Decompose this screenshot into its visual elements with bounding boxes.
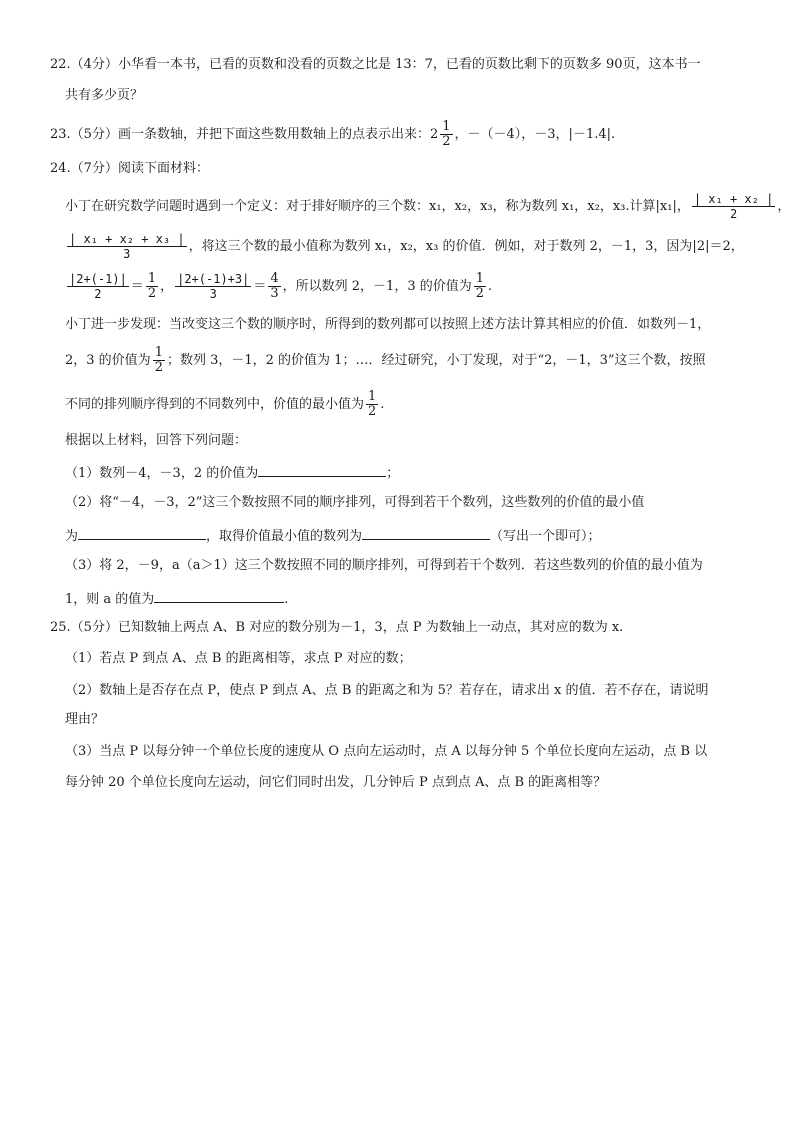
q23-prefix: 23.（5分）画一条数轴，并把下面这些数用数轴上的点表示出来： bbox=[50, 127, 430, 142]
q24-s3-line2: 1，则 a 的值为 . bbox=[65, 588, 288, 609]
q23-suffix: ，－（－4），－3，|－1.4|. bbox=[454, 127, 616, 142]
q24-p4: 小丁进一步发现：当改变这三个数的顺序时，所得到的数列都可以按照上述方法计算其相应的价值．如数列－1， bbox=[65, 317, 711, 332]
q24-p3-frac1: $\frac{|2+(-1)|}{2}$ bbox=[69, 272, 127, 301]
q24-p5-fraction: $\frac{1}{2}$ bbox=[154, 345, 163, 375]
q24-p6-fraction: $\frac{1}{2}$ bbox=[368, 389, 377, 419]
q24-p7: 根据以上材料，回答下列问题： bbox=[65, 433, 248, 448]
q24-p5: 2，3 的价值为 $\frac{1}{2}$ ；数列 3，－1，2 的价值为 1；…．经过研究，小丁发现，对于“2，－1，3”这三个数，按照 bbox=[65, 345, 706, 375]
q24-s2-line1: （2）将“－4，－3，2”这三个数按照不同的顺序排列，可得到若干个数列，这些数列的价值的最小值 bbox=[65, 495, 645, 510]
q25-line1: 25.（5分）已知数轴上两点 A、B 对应的数分别为－1，3，点 P 为数轴上一动点，其对应的数为 x. bbox=[50, 620, 624, 635]
q25-s1: （1）若点 P 到点 A、点 B 的距离相等，求点 P 对应的数； bbox=[65, 651, 412, 666]
q24-title: 24.（7分）阅读下面材料： bbox=[50, 161, 209, 176]
q25-s2-line1: （2）数轴上是否存在点 P，使点 P 到点 A、点 B 的距离之和为 5？若存在，请求出 x 的值．若不存在，请说明 bbox=[65, 683, 709, 698]
q24-s1-answer-blank[interactable] bbox=[258, 462, 386, 477]
q24-p3-frac5: $\frac{1}{2}$ bbox=[475, 271, 485, 301]
q25-s3-line2: 每分钟 20 个单位长度向左运动，问它们同时出发，几分钟后 P 点到点 A、点 B 的距离相等？ bbox=[65, 775, 607, 790]
q23-fraction: $\frac{1}{2}$ bbox=[442, 119, 451, 149]
q24-s3-line1: （3）将 2，－9，a（a＞1）这三个数按照不同的顺序排列，可得到若干个数列．若这些数列的价值的最小值为 bbox=[65, 558, 703, 573]
q23-line bbox=[50, 120, 615, 149]
q24-p3: $\frac{|2+(-1)|}{2}$ ＝ $\frac{1}{2}$ ， $\frac{|2+(-1)+3|}{3}$ ＝ $\frac{4}{3}$ ，所以数列 2，－1，3 的价值为 $\frac{1}{2}$ . bbox=[69, 271, 493, 301]
q24-s2-sequence-blank[interactable] bbox=[362, 525, 490, 540]
q24-p2-fraction: $\frac{\text{| x₁ + x₂ + x₃ |}}{3}$ bbox=[69, 232, 185, 261]
q24-s1: （1）数列－4，－3，2 的价值为 ； bbox=[65, 462, 399, 483]
q25-s2-line2: 理由？ bbox=[65, 712, 105, 727]
q24-p3-frac3: $\frac{|2+(-1)+3|}{3}$ bbox=[177, 272, 250, 301]
q22-line2: 共有多少页？ bbox=[65, 88, 144, 103]
q23-mixed-whole: 2 bbox=[429, 127, 439, 142]
q24-s2-line2: 为 ，取得价值最小值的数列为 （写出一个即可）； bbox=[65, 525, 601, 546]
q24-p1: 小丁在研究数学问题时遇到一个定义：对于排好顺序的三个数：x₁，x₂，x₃，称为数列 x₁，x₂，x₃.计算|x₁|， $\frac{\text{| x₁ + x₂ |}}{2}$ ， bbox=[65, 192, 791, 221]
q24-p6: 不同的排列顺序得到的不同数列中，价值的最小值为 $\frac{1}{2}$ . bbox=[65, 389, 385, 419]
q25-s3-line1: （3）当点 P 以每分钟一个单位长度的速度从 O 点向左运动时，点 A 以每分钟 5 个单位长度向左运动，点 B 以 bbox=[65, 744, 708, 759]
q24-s3-answer-blank[interactable] bbox=[154, 588, 284, 603]
q22-line1: 22.（4分）小华看一本书，已看的页数和没看的页数之比是 13：7，已看的页数比剩下的页数多 90页，这本书一 bbox=[50, 57, 701, 72]
q24-p1-fraction: $\frac{\text{| x₁ + x₂ |}}{2}$ bbox=[693, 192, 774, 221]
q24-p3-frac4: $\frac{4}{3}$ bbox=[270, 271, 279, 301]
q24-s2-min-blank[interactable] bbox=[78, 525, 206, 540]
q24-p3-frac2: $\frac{1}{2}$ bbox=[147, 271, 157, 301]
q24-p2: $\frac{\text{| x₁ + x₂ + x₃ |}}{3}$ ，将这三个数的最小值称为数列 x₁，x₂，x₃ 的价值．例如，对于数列 2，－1，3，因为|2|＝2， bbox=[69, 232, 744, 261]
